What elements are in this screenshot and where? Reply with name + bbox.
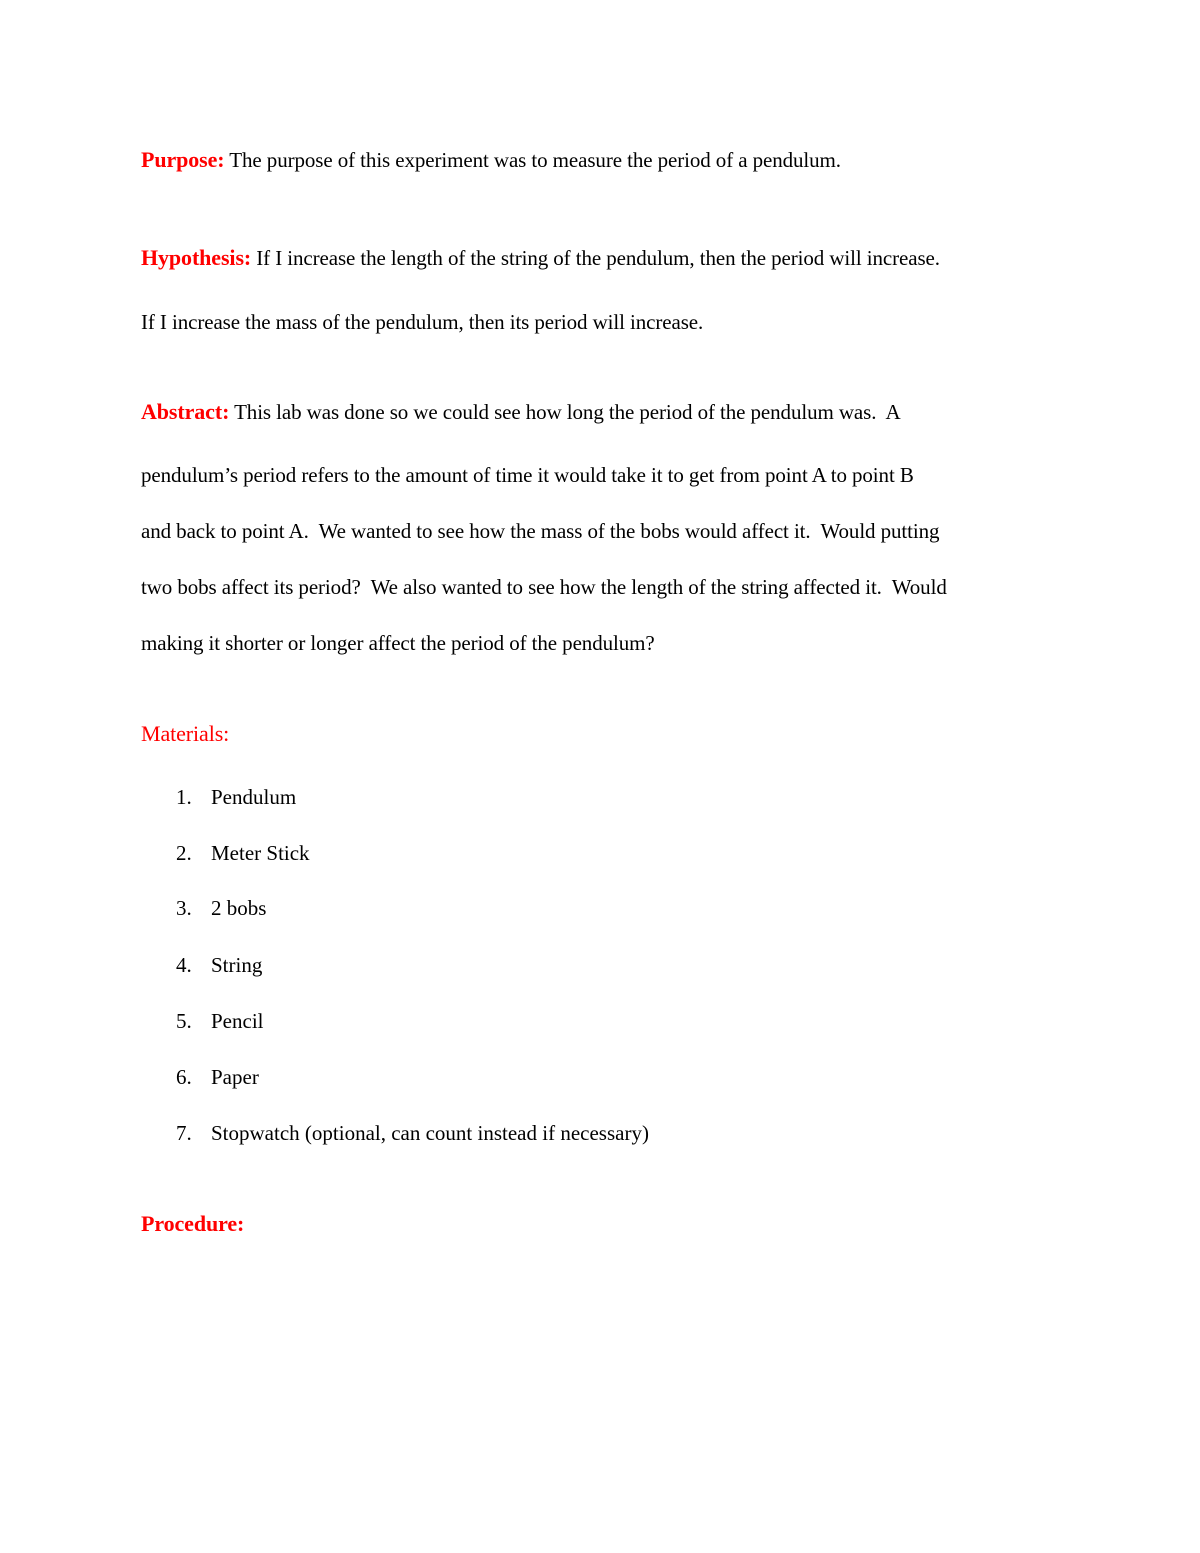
materials-heading: Materials: bbox=[141, 721, 230, 746]
abstract-paragraph-line-1 bbox=[141, 398, 901, 426]
list-item-number: 1. bbox=[176, 785, 192, 809]
list-item-number: 4. bbox=[176, 953, 192, 977]
materials-list-item bbox=[176, 894, 266, 922]
procedure-heading: Procedure: bbox=[141, 1211, 245, 1236]
materials-list-item bbox=[176, 1007, 264, 1035]
list-item-number: 6. bbox=[176, 1065, 192, 1089]
list-item-text: String bbox=[211, 953, 263, 977]
list-item-number: 3. bbox=[176, 896, 192, 920]
list-item-text: Meter Stick bbox=[211, 841, 310, 865]
materials-list-item bbox=[176, 1063, 259, 1091]
materials-list-item bbox=[176, 951, 262, 979]
list-item-number: 7. bbox=[176, 1121, 192, 1145]
purpose-heading: Purpose: bbox=[141, 147, 225, 172]
list-item-number: 2. bbox=[176, 841, 192, 865]
list-item-text: Pencil bbox=[211, 1009, 264, 1033]
list-item-number: 5. bbox=[176, 1009, 192, 1033]
list-item-text: 2 bobs bbox=[211, 896, 267, 920]
materials-list-item bbox=[176, 1119, 649, 1147]
materials-list-item bbox=[176, 783, 296, 811]
hypothesis-text-line-2: If I increase the mass of the pendulum, then its period will increase. bbox=[141, 310, 704, 334]
abstract-text-line-4: two bobs affect its period? We also wanted to see how the length of the string affected it. Would bbox=[141, 575, 947, 599]
abstract-heading: Abstract: bbox=[141, 399, 230, 424]
abstract-text-line-1: This lab was done so we could see how long the period of the pendulum was. A bbox=[229, 400, 901, 424]
hypothesis-paragraph-line-1 bbox=[141, 244, 940, 272]
purpose-paragraph bbox=[141, 146, 841, 174]
abstract-text-line-5: making it shorter or longer affect the period of the pendulum? bbox=[141, 631, 655, 655]
purpose-text: The purpose of this experiment was to measure the period of a pendulum. bbox=[224, 148, 841, 172]
hypothesis-heading: Hypothesis: bbox=[141, 245, 252, 270]
list-item-text: Pendulum bbox=[211, 785, 297, 809]
list-item-text: Paper bbox=[211, 1065, 259, 1089]
abstract-text-line-3: and back to point A. We wanted to see how the mass of the bobs would affect it. Would putting bbox=[141, 519, 940, 543]
materials-list-item bbox=[176, 839, 310, 867]
abstract-text-line-2: pendulum’s period refers to the amount of time it would take it to get from point A to point B bbox=[141, 463, 914, 487]
list-item-text: Stopwatch (optional, can count instead if necessary) bbox=[211, 1121, 649, 1145]
hypothesis-text-line-1: If I increase the length of the string of the pendulum, then the period will increase. bbox=[251, 246, 940, 270]
